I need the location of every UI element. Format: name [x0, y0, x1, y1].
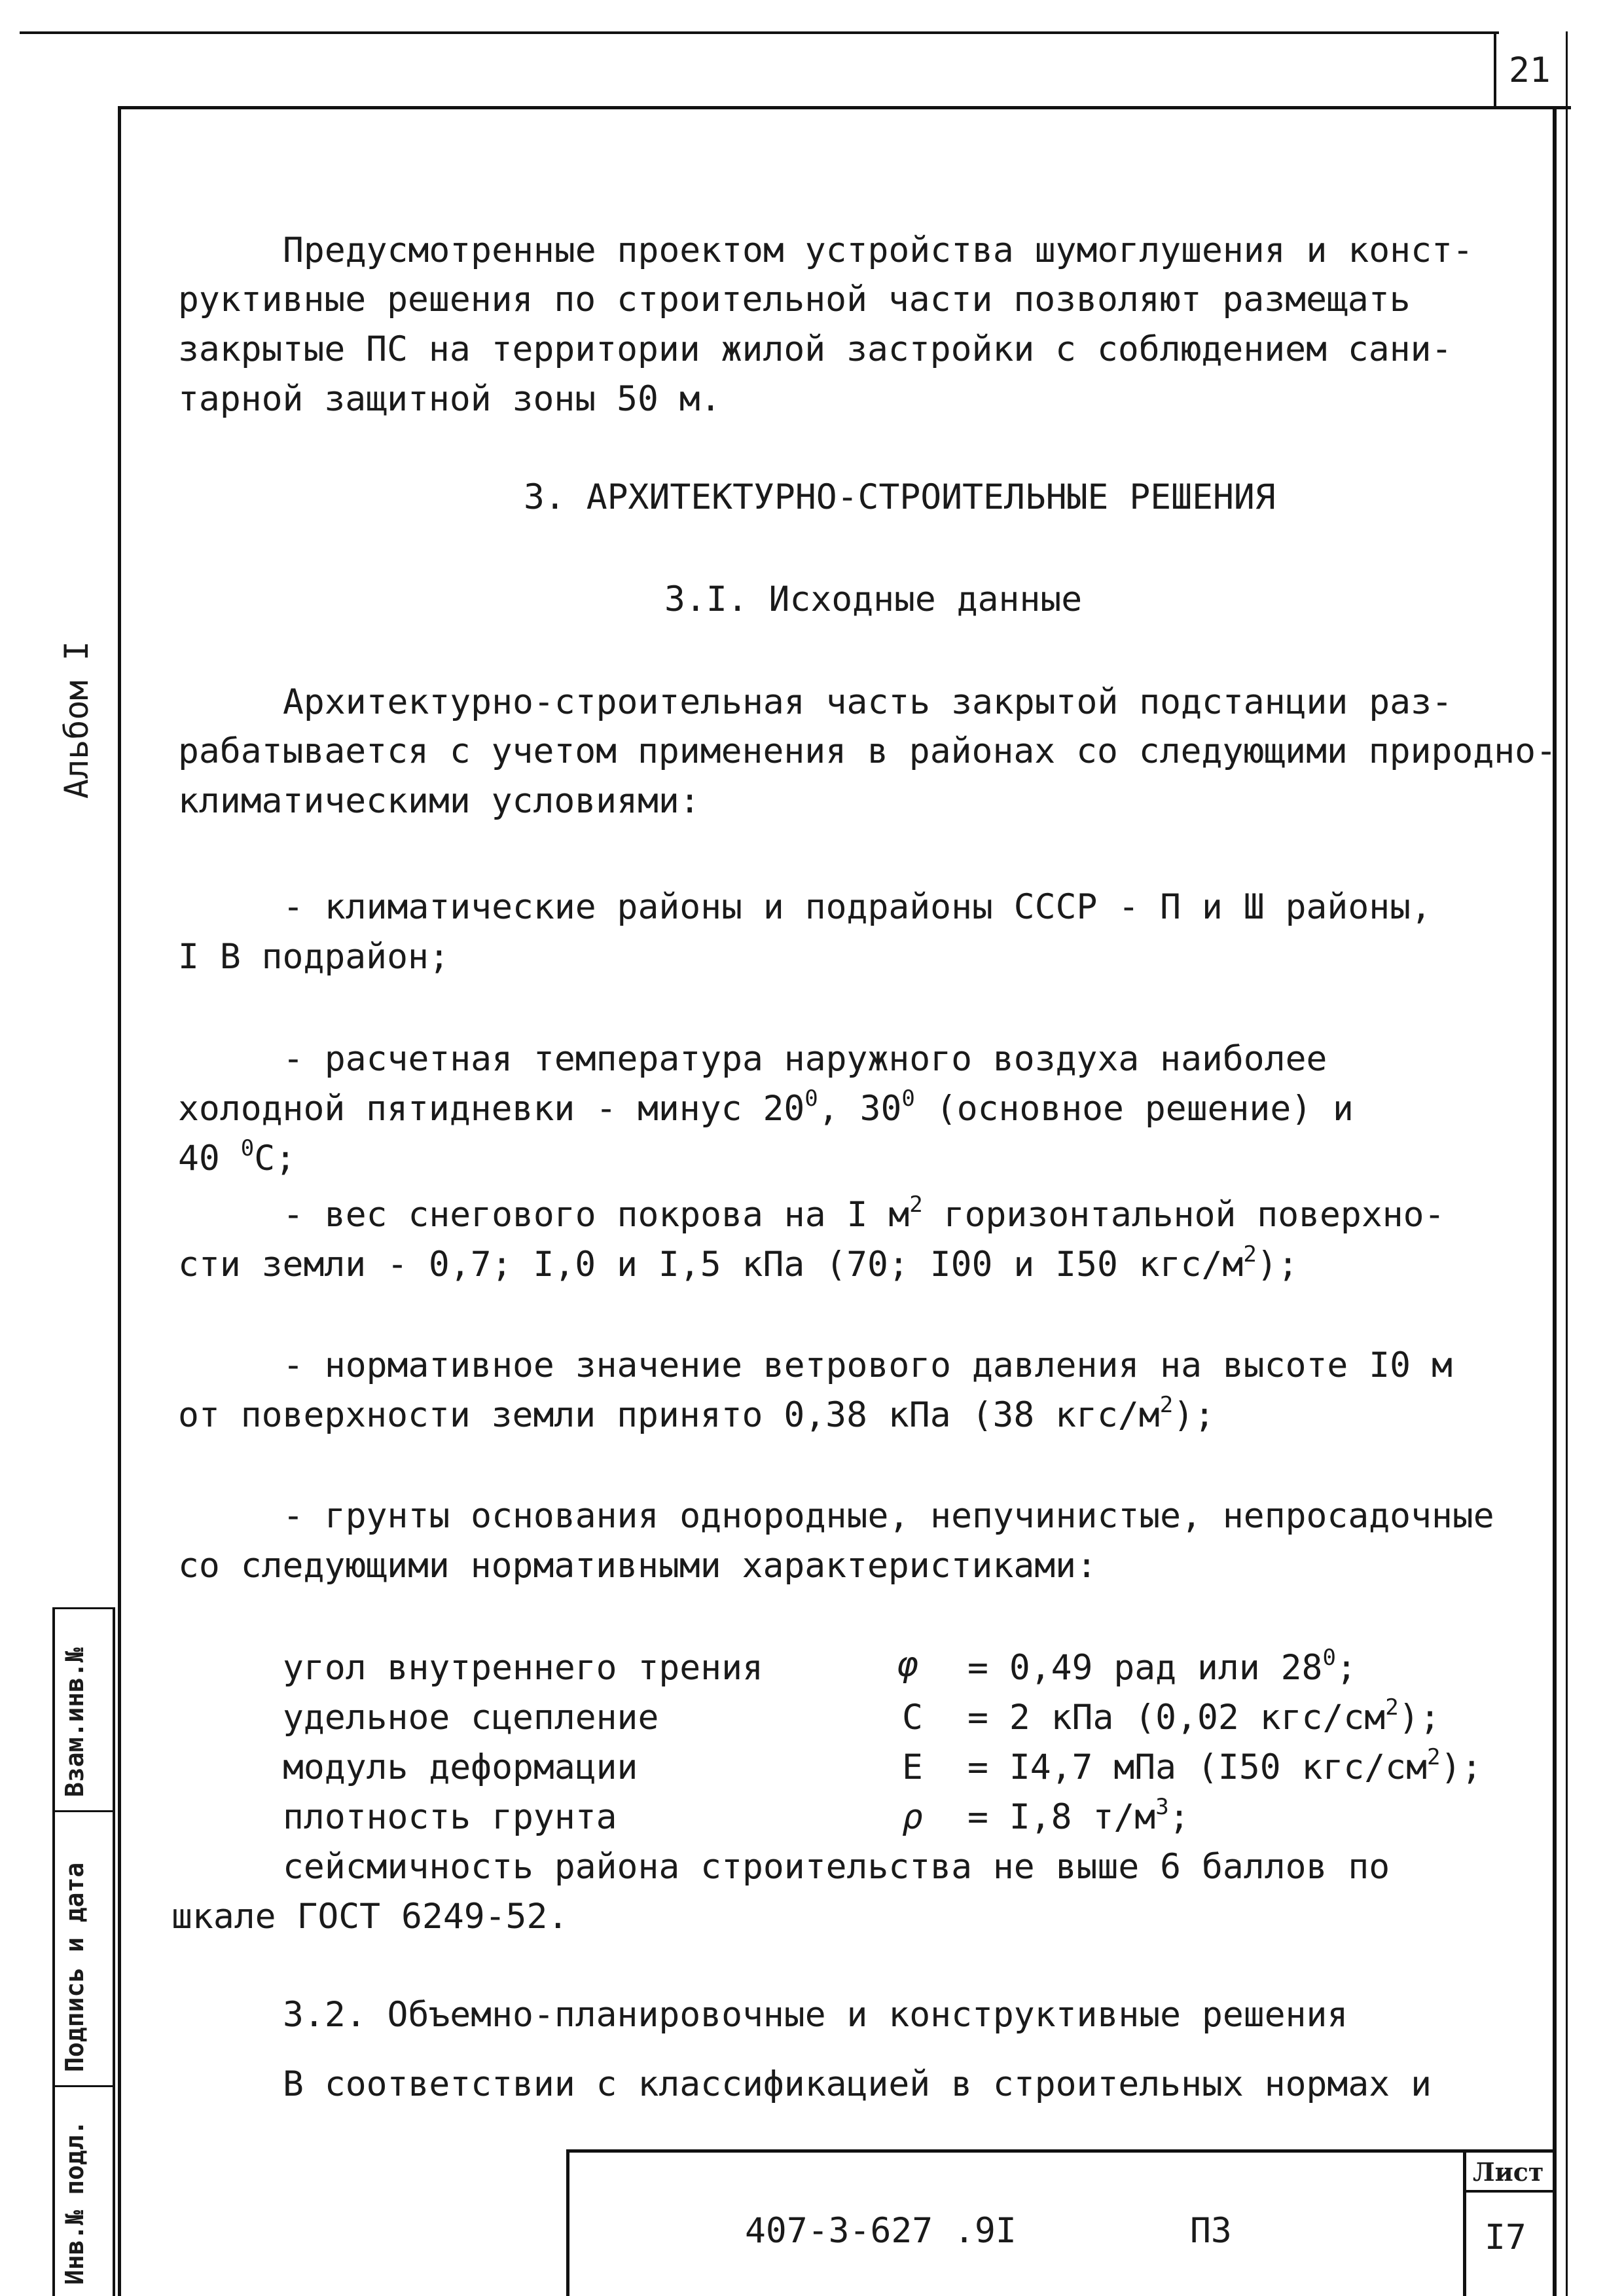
stamp-signature-date: Подпись и дата	[60, 1862, 89, 2072]
section-3-2-heading: 3.2. Объемно-планировочные и конструктивные решения	[283, 1995, 1348, 2035]
text-line: тарной защитной зоны 50 м.	[178, 379, 721, 419]
text-segment: );	[1173, 1395, 1216, 1435]
title-block-sheet-divider	[1463, 2149, 1466, 2296]
doc-code: 407-3-627 .9I	[745, 2211, 1017, 2251]
section-3-heading: 3. АРХИТЕКТУРНО-СТРОИТЕЛЬНЫЕ РЕШЕНИЯ	[524, 477, 1276, 517]
title-block-top	[566, 2149, 1555, 2153]
text-line: I В подрайон;	[178, 937, 450, 977]
soil-value	[967, 1693, 1441, 1743]
album-side-label: Альбом I	[58, 641, 96, 799]
text-segment: = I,8 т/м	[967, 1797, 1156, 1837]
frame-right-line	[1553, 106, 1557, 2296]
text-line: - грунты основания однородные, непучинистые, непросадочные	[283, 1496, 1494, 1536]
text-line: сейсмичность района строительства не выше 6 баллов по	[283, 1847, 1390, 1887]
soil-symbol: С	[902, 1698, 923, 1738]
text-line: шкале ГОСТ 6249-52.	[171, 1897, 569, 1937]
text-line: - расчетная температура наружного воздуха наиболее	[283, 1039, 1327, 1079]
frame-left-line	[118, 106, 121, 2296]
stamp-inv-original: Инв.№ подл.	[60, 2120, 89, 2285]
text-segment: ;	[1168, 1797, 1190, 1837]
superscript: 2	[1427, 1744, 1441, 1770]
text-line: руктивные решения по строительной части позволяют размещать	[178, 280, 1411, 319]
superscript: 3	[1155, 1794, 1169, 1820]
text-segment: );	[1398, 1698, 1441, 1738]
soil-symbol: Е	[902, 1747, 923, 1787]
sheet-number: I7	[1485, 2217, 1526, 2257]
superscript: 2	[909, 1192, 923, 1218]
superscript: 0	[1322, 1645, 1336, 1671]
page-number-box-bottom	[118, 106, 1571, 109]
stamp-box-divider-1	[52, 1810, 115, 1812]
superscript: 0	[804, 1085, 818, 1112]
text-segment: (основное решение) и	[914, 1089, 1354, 1129]
soil-name: модуль деформации	[283, 1747, 638, 1787]
stamp-box-left	[52, 1607, 55, 2296]
superscript: 2	[1159, 1392, 1174, 1418]
section-3-1-heading: 3.I. Исходные данные	[664, 579, 1083, 619]
text-segment: = 2 кПа (0,02 кгс/см	[967, 1698, 1386, 1738]
text-line: климатическими условиями:	[178, 781, 700, 821]
text-segment: сти земли - 0,7; I,0 и I,5 кПа (70; I00 и I50 кгс/м	[178, 1245, 1244, 1285]
soil-name: плотность грунта	[283, 1797, 617, 1837]
frame-right-outer-line	[1566, 31, 1568, 2296]
superscript: 2	[1243, 1241, 1257, 1267]
stamp-inv-replace: Взам.инв.№	[60, 1647, 89, 1797]
top-border-line	[20, 31, 1499, 34]
stamp-box-right-edge	[113, 1607, 115, 2296]
text-line	[178, 1084, 1354, 1134]
text-segment: от поверхности земли принято 0,38 кПа (38 кгс/м	[178, 1395, 1160, 1435]
stamp-box-top	[52, 1607, 115, 1609]
soil-symbol: φ	[897, 1645, 918, 1685]
page-number-top: 21	[1509, 50, 1551, 90]
text-line	[178, 1240, 1299, 1290]
soil-value	[967, 1793, 1190, 1842]
text-line: Предусмотренные проектом устройства шумоглушения и конст-	[283, 230, 1473, 270]
soil-value	[967, 1743, 1482, 1793]
text-line: со следующими нормативными характеристиками:	[178, 1546, 1097, 1586]
stamp-box-divider-2	[52, 2085, 115, 2087]
text-line: закрытые ПС на территории жилой застройки с соблюдением сани-	[178, 329, 1453, 369]
text-line: - климатические районы и подрайоны СССР - П и Ш районы,	[283, 887, 1432, 927]
text-segment: С;	[254, 1139, 297, 1178]
paragraph-classification: В соответствии с классификацией в строительных нормах и	[283, 2064, 1432, 2104]
text-line	[283, 1190, 1445, 1240]
superscript: 2	[1385, 1694, 1399, 1721]
text-line	[178, 1134, 296, 1184]
superscript: 0	[240, 1135, 255, 1161]
soil-name: удельное сцепление	[283, 1698, 659, 1738]
sheet-label: Лист	[1473, 2157, 1544, 2187]
title-block-left	[566, 2149, 569, 2296]
text-line: - нормативное значение ветрового давления на высоте I0 м	[283, 1345, 1453, 1385]
text-segment: - вес снегового покрова на I м	[283, 1195, 910, 1235]
text-segment: 40	[178, 1139, 241, 1178]
soil-symbol: ρ	[902, 1797, 923, 1837]
doc-type: ПЗ	[1190, 2211, 1232, 2251]
text-line: рабатывается с учетом применения в районах со следующими природно-	[178, 731, 1557, 771]
text-segment: ;	[1335, 1648, 1357, 1688]
text-segment: );	[1440, 1747, 1483, 1787]
text-segment: холодной пятидневки - минус 20	[178, 1089, 805, 1129]
text-line: Архитектурно-строительная часть закрытой подстанции раз-	[283, 682, 1453, 722]
text-segment: горизонтальной поверхно-	[922, 1195, 1445, 1235]
soil-value	[967, 1643, 1357, 1693]
text-segment: , 30	[818, 1089, 902, 1129]
page-number-box-left	[1494, 31, 1496, 109]
text-segment: = I4,7 мПа (I50 кгс/см	[967, 1747, 1427, 1787]
text-line	[178, 1391, 1215, 1440]
superscript: 0	[901, 1085, 915, 1112]
text-segment: );	[1256, 1245, 1299, 1285]
soil-name: угол внутреннего трения	[283, 1648, 763, 1688]
text-segment: = 0,49 рад или 28	[967, 1648, 1323, 1688]
